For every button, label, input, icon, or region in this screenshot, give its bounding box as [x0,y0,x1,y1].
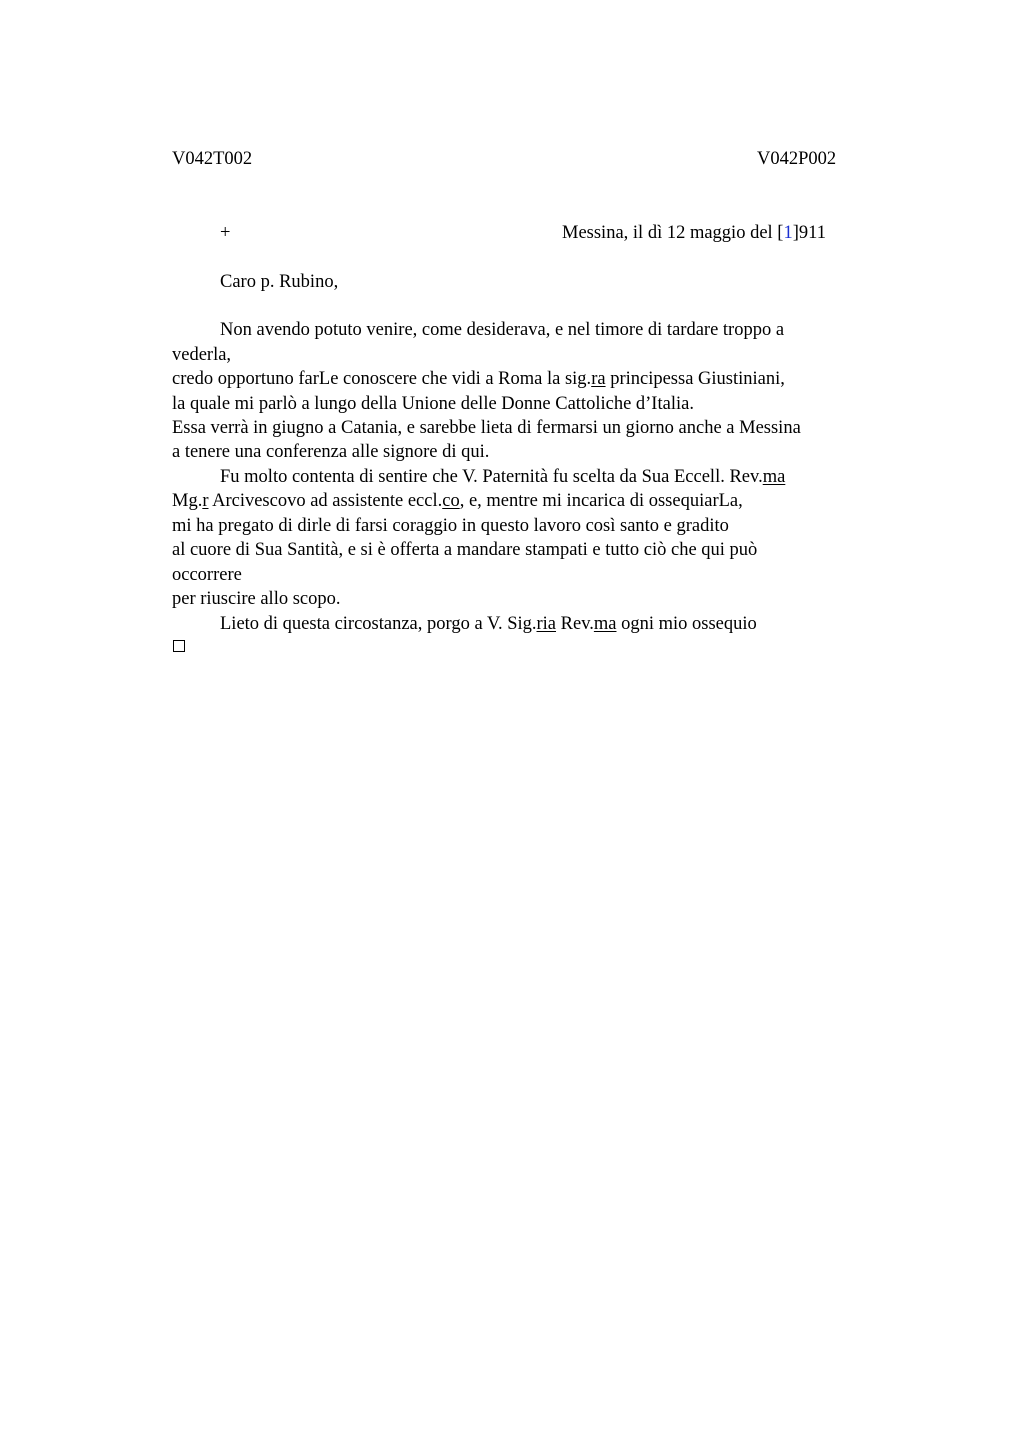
document-code-left: V042T002 [172,149,253,169]
editorial-bracket-digit: 1 [783,223,793,243]
abbreviation-superscript: ma [762,467,786,487]
end-marker-box-icon [173,640,185,652]
text-fragment: Mg. [172,491,203,511]
place-date-prefix: Messina, il dì 12 maggio del [ [562,223,784,243]
place-date [562,224,826,243]
document-code-right: V042P002 [757,149,837,169]
text-line: Essa verrà in giugno a Catania, e sarebbe lieta di fermarsi un giorno anche a Messina [172,418,801,438]
text-line: mi ha pregato di dirle di farsi coraggio in questo lavoro così santo e gradito [172,516,729,536]
text-line: Non avendo potuto venire, come desiderava, e nel timore di tardare troppo a [220,320,785,340]
cross-mark: + [220,223,231,243]
abbreviation-superscript: co [442,491,460,511]
abbreviation-superscript: ria [536,614,557,634]
text-line [172,492,743,511]
text-fragment: Lieto di questa circostanza, porgo a V. Sig. [220,614,537,634]
text-line: per riuscire allo scopo. [172,589,341,609]
text-fragment: Arcivescovo ad assistente eccl. [208,491,443,511]
year-suffix: ]911 [792,223,826,243]
text-fragment: principessa Giustiniani, [605,369,785,389]
text-fragment: ogni mio ossequio [616,614,757,634]
abbreviation-superscript: r [202,491,209,511]
text-fragment: Rev. [556,614,594,634]
text-line [172,370,785,389]
text-fragment: Fu molto contenta di sentire che V. Paternità fu scelta da Sua Eccell. Rev. [220,467,763,487]
text-line [220,468,785,487]
text-line: la quale mi parlò a lungo della Unione delle Donne Cattoliche d’Italia. [172,394,694,414]
abbreviation-superscript: ma [593,614,617,634]
salutation: Caro p. Rubino, [220,272,339,292]
text-line: vederla, [172,345,232,365]
text-line: al cuore di Sua Santità, e si è offerta a mandare stampati e tutto ciò che qui può [172,540,758,560]
text-line [220,615,757,634]
text-line: a tenere una conferenza alle signore di qui. [172,442,490,462]
abbreviation-superscript: ra [591,369,606,389]
text-line: occorrere [172,565,242,585]
text-fragment: , e, mentre mi incarica di ossequiarLa, [459,491,743,511]
text-fragment: credo opportuno farLe conoscere che vidi a Roma la sig. [172,369,592,389]
